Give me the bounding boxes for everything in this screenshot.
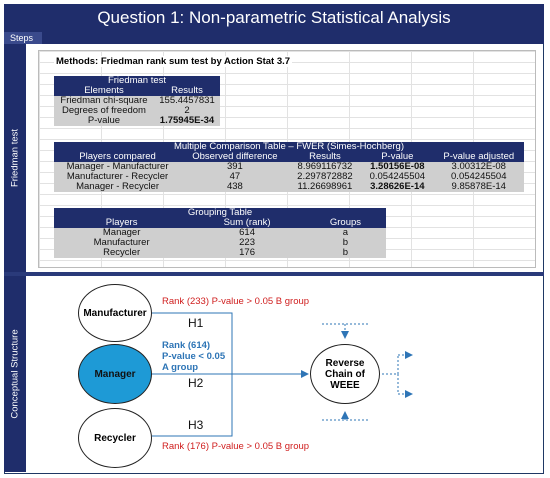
table-cell: Recycler (54, 248, 189, 258)
manager-rank-label: Rank (614) (162, 340, 211, 351)
node-recycler: Recycler (78, 408, 152, 468)
section-label-conceptual: Conceptual Structure (9, 329, 21, 419)
table-cell: 2.297872882 (289, 172, 361, 182)
manager-pvalue-label: P-value < 0.05 (162, 351, 226, 362)
comparison-header: P-value (361, 152, 433, 162)
table-cell: 2 (154, 106, 220, 116)
comparison-header: Results (289, 152, 361, 162)
label-h1: H1 (188, 316, 204, 330)
section-label-friedman: Friedman test (9, 128, 21, 188)
methods-text: Methods: Friedman rank sum test by Action Stat 3.7 (56, 56, 291, 67)
grouping-header: Sum (rank) (189, 218, 305, 228)
table-cell: Degrees of freedom (54, 106, 154, 116)
steps-label: Steps (10, 33, 34, 43)
table-cell: Manager - Manufacturer (54, 162, 181, 172)
table-cell: b (305, 248, 386, 258)
table-cell: 8.969116732 (289, 162, 361, 172)
table-cell: 391 (181, 162, 289, 172)
figure-title: Question 1: Non-parametric Statistical Analysis (4, 4, 544, 32)
table-cell: 1.75945E-34 (154, 116, 220, 126)
table-cell: Manager (54, 228, 189, 238)
table-cell: 223 (189, 238, 305, 248)
node-reverse-chain: Reverse Chain of WEEE (310, 344, 380, 404)
table-cell: 176 (189, 248, 305, 258)
table-cell: 3.00312E-08 (434, 162, 524, 172)
node-manufacturer: Manufacturer (78, 284, 152, 342)
output-dashed-connector (382, 355, 398, 394)
table-cell: 438 (181, 182, 289, 192)
table-cell: 0.054245504 (361, 172, 433, 182)
manufacturer-rank-label: Rank (233) P-value > 0.05 B group (162, 296, 310, 307)
table-cell: Manufacturer - Recycler (54, 172, 181, 182)
table-cell: Manufacturer (54, 238, 189, 248)
table-cell: 0.054245504 (434, 172, 524, 182)
table-cell: P-value (54, 116, 154, 126)
grouping-header: Players (54, 218, 189, 228)
table-cell: 9.85878E-14 (434, 182, 524, 192)
recycler-rank-label: Rank (176) P-value > 0.05 B group (162, 441, 310, 452)
node-manager: Manager (78, 344, 152, 404)
comparison-title: Multiple Comparison Table – FWER (Simes-Hochberg) (54, 142, 524, 152)
grouping-header: Groups (305, 218, 386, 228)
friedman-title: Friedman test (54, 76, 220, 86)
comparison-header: Players compared (54, 152, 181, 162)
table-cell: 11.26698961 (289, 182, 361, 192)
table-cell: Manager - Recycler (54, 182, 181, 192)
label-h2: H2 (188, 376, 204, 390)
comparison-header: Observed difference (181, 152, 289, 162)
table-cell: 614 (189, 228, 305, 238)
manager-group-label: A group (162, 362, 199, 373)
grouping-title: Grouping Table (54, 208, 386, 218)
label-h3: H3 (188, 418, 204, 432)
table-cell: 1.50156E-08 (361, 162, 433, 172)
friedman-col-elements: Elements (54, 86, 154, 96)
table-cell: a (305, 228, 386, 238)
table-cell: b (305, 238, 386, 248)
table-cell: Friedman chi-square (54, 96, 154, 106)
table-cell: 155.4457831 (154, 96, 220, 106)
friedman-col-results: Results (154, 86, 220, 96)
table-cell: 47 (181, 172, 289, 182)
comparison-header: P-value adjusted (434, 152, 524, 162)
table-cell: 3.28626E-14 (361, 182, 433, 192)
